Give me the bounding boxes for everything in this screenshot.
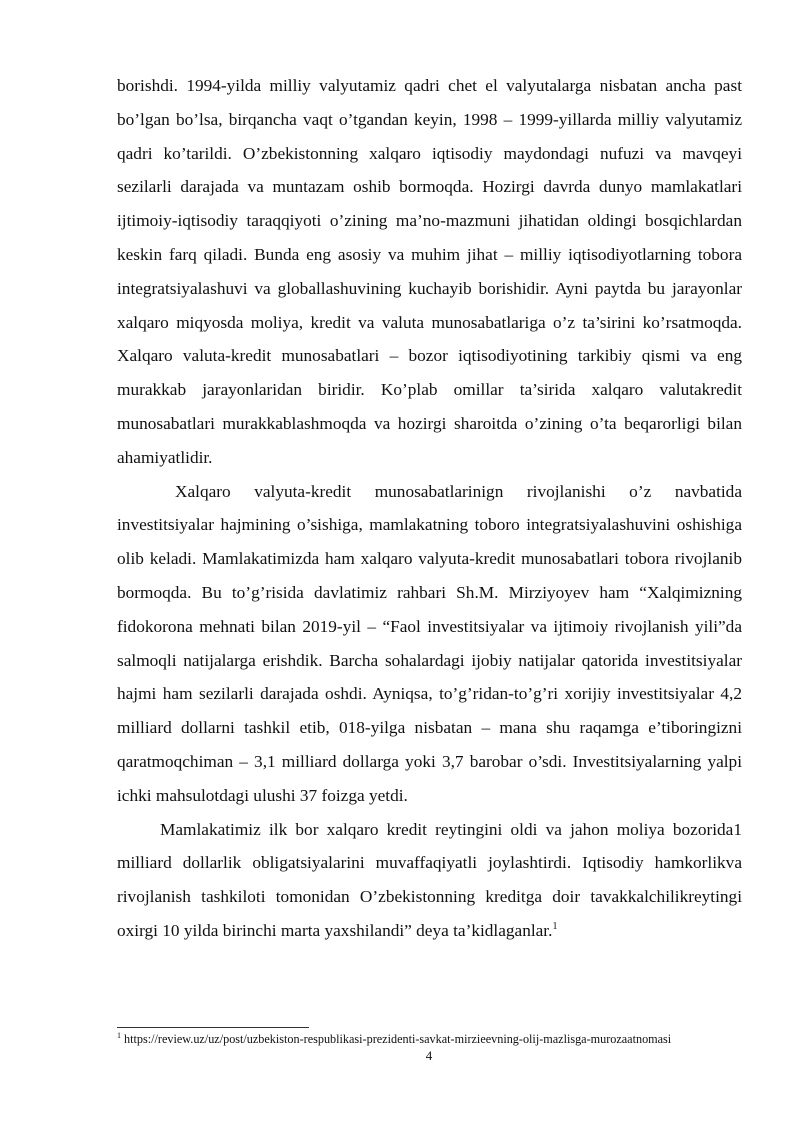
paragraph-1: borishdi. 1994-yilda milliy valyutamiz qadri chet el valyutalarga nisbatan ancha past bo’lgan bo’lsa, birqancha vaqt o’tgandan keyin, 1998 – 1999-yillarda milliy valyutamiz qadri ko’tarildi. O’zbekistonning xalqaro iqtisodiy maydondagi nufuzi va mavqeyi sezilarli darajada va muntazam oshib bormoqda. Hozirgi davrda dunyo mamlakatlari ijtimoiy-iqtisodiy taraqqiyoti o’zining ma’no-mazmuni jihatidan oldingi bosqichlardan keskin farq qiladi. Bunda eng asosiy va muhim jihat – milliy iqtisodiyotlarning tobora integratsiyalashuvi va globallashuvining kuchayib borishidir. Ayni paytda bu jarayonlar xalqaro miqyosda moliya, kredit va valuta munosabatlariga o’z ta’sirini ko’rsatmoqda. Xalqaro valuta-kredit munosabatlari – bozor iqtisodiyotining tarkibiy qismi va eng murakkab jarayonlaridan biridir. Ko’plab omillar ta’sirida xalqaro valutakredit munosabatlari murakkablashmoqda va hozirgi sharoitda o’zining o’ta beqarorligi bilan ahamiyatlidir. [117,76,742,467]
body-text [117,69,742,948]
paragraph-2: Xalqaro valyuta-kredit munosabatlarinign rivojlanishi o’z navbatida investitsiyalar hajmining o’sishiga, mamlakatning toboro integratsiyalashuvini oshishiga olib keladi. Mamlakatimizda ham xalqaro valyuta-kredit munosabatlari tobora rivojlanib bormoqda. Bu to’g’risida davlatimiz rahbari Sh.M. Mirziyoyev ham “Xalqimizning fidokorona mehnati bilan 2019-yil – “Faol investitsiyalar va ijtimoiy rivojlanish yili”da salmoqli natijalarga erishdik. Barcha sohalardagi ijobiy natijalar qatorida investitsiyalar hajmi ham sezilarli darajada oshdi. Ayniqsa, to’g’ridan-to’g’ri xorijiy investitsiyalar 4,2 milliard dollarni tashkil etib, 018-yilga nisbatan – mana shu raqamga e’tiboringizni qaratmoqchiman – 3,1 milliard dollarga yoki 3,7 barobar o’sdi. Investitsiyalarning yalpi ichki mahsulotdagi ulushi 37 foizga yetdi. [117,481,742,805]
page-number: 4 [425,1048,433,1063]
footnote-separator [117,1027,309,1028]
footnote [117,1032,757,1047]
footnote-reference[interactable]: 1 [552,921,558,933]
paragraph-3-text: Mamlakatimiz ilk bor xalqaro kredit reytingini oldi va jahon moliya bozorida1 milliard dollarlik obligatsiyalarini muvaffaqiyatli joylashtirdi. Iqtisodiy hamkorlikva rivojlanish tashkiloti tomonidan O’zbekistonning kreditga doir tavakkalchilikreytingi oxirgi 10 yilda birinchi marta yaxshilandi” deya ta’kidlaganlar. [117,819,742,940]
footnote-marker: 1 [117,1030,121,1040]
paragraph-3 [117,813,742,948]
footnote-link[interactable]: https://review.uz/uz/post/uzbekiston-respublikasi-prezidenti-savkat-mirzieevning-olij-mazlisga-murozaatnomasi [124,1032,672,1046]
